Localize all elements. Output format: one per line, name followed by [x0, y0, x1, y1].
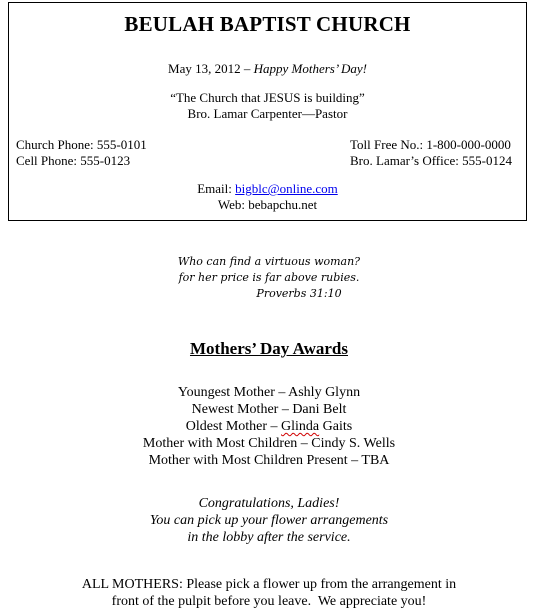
- bulletin-header: [8, 2, 527, 221]
- toll-free-number: Toll Free No.: 1-800-000-0000: [350, 137, 511, 152]
- award-newest: Newest Mother – Dani Belt: [191, 402, 347, 417]
- contact-right: [350, 137, 512, 169]
- website: Web: bebapchu.net: [217, 197, 318, 212]
- pastor-office-phone: Bro. Lamar’s Office: 555-0124: [350, 153, 512, 168]
- church-name: BEULAH BAPTIST CHURCH: [124, 12, 411, 36]
- award-most-children: Mother with Most Children – Cindy S. Wells: [142, 436, 396, 451]
- award-most-present: Mother with Most Children Present – TBA: [148, 453, 390, 468]
- verse-line-2: for her price is far above rubies.: [178, 271, 360, 284]
- email-link[interactable]: bigblc@online.com: [235, 181, 338, 196]
- contact-left: [16, 137, 147, 169]
- email-line: [9, 181, 526, 197]
- web-info: [9, 181, 526, 213]
- congratulations-note: [0, 495, 538, 546]
- award-oldest: [0, 418, 538, 435]
- congrats-line-3: in the lobby after the service.: [187, 530, 351, 545]
- date-line: [9, 61, 526, 77]
- awards-list: [0, 384, 538, 469]
- award-oldest-prefix: Oldest Mother –: [185, 419, 278, 434]
- all-mothers-note: [0, 576, 538, 610]
- church-phone: Church Phone: 555-0101: [16, 137, 147, 152]
- award-oldest-first-name: Glinda: [281, 419, 320, 434]
- verse-reference: Proverbs 31:10: [256, 287, 342, 300]
- congrats-line-2: You can pick up your flower arrangements: [149, 513, 389, 528]
- footer-line-2: front of the pulpit before you leave. We appreciate you!: [111, 594, 427, 609]
- occasion-greeting: Happy Mothers’ Day!: [253, 61, 367, 76]
- cell-phone: Cell Phone: 555-0123: [16, 153, 131, 168]
- award-youngest: Youngest Mother – Ashly Glynn: [177, 385, 361, 400]
- award-oldest-last-name: Gaits: [322, 419, 353, 434]
- congrats-line-1: Congratulations, Ladies!: [198, 496, 340, 511]
- church-motto-block: [9, 90, 526, 122]
- pastor-name: Bro. Lamar Carpenter—Pastor: [187, 106, 348, 121]
- email-label: Email:: [197, 181, 232, 196]
- church-motto: “The Church that JESUS is building”: [170, 90, 365, 105]
- awards-title: Mothers’ Day Awards: [189, 339, 348, 358]
- bulletin-date: May 13, 2012 –: [168, 61, 251, 76]
- verse-line-1: Who can find a virtuous woman?: [177, 255, 361, 268]
- scripture-verse: [0, 254, 538, 302]
- footer-line-1: ALL MOTHERS: Please pick a flower up from the arrangement in: [81, 577, 457, 592]
